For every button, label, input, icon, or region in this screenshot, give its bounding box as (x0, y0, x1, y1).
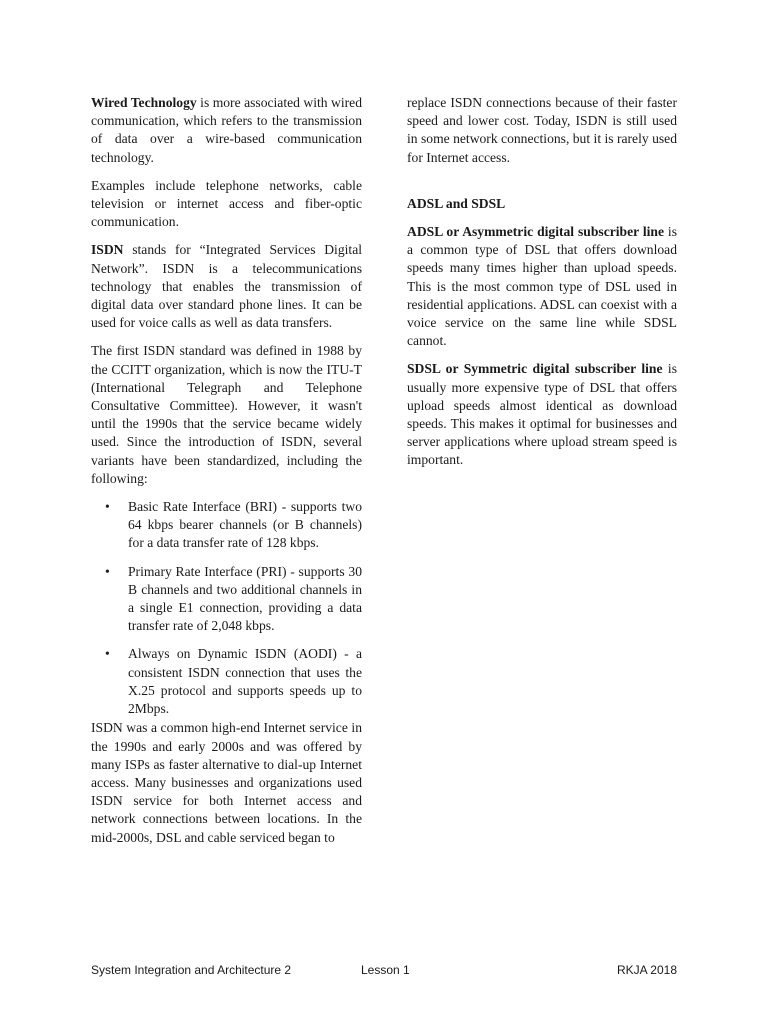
wired-technology-term: Wired Technology (91, 95, 197, 110)
wired-technology-text: is more associated with wired communication, which refers to the transmission of data over a wire-based communication technology. (91, 95, 362, 165)
list-item (91, 498, 362, 553)
footer-lesson: Lesson 1 (361, 963, 410, 977)
isdn-term: ISDN (91, 242, 124, 258)
bullet-icon: • (105, 563, 110, 579)
bullet-icon: • (105, 499, 110, 515)
examples-paragraph: Examples include telephone networks, cable television or internet access and fiber-optic communication. (91, 177, 362, 230)
adsl-text: is a common type of DSL that offers download speeds many times higher than upload speeds. This is the most common type of DSL used in residential applications. ADSL can coexist with a voice service on the same line while SDSL cannot. (407, 224, 677, 349)
left-column (91, 94, 362, 857)
isdn-paragraph (91, 241, 362, 332)
isdn-history-paragraph: The first ISDN standard was defined in 1988 by the CCITT organization, which is now the ITU-T (International Telegraph and Telephone Consultative Committee). However, it wasn't until the 1990s that the service became widely used. Since the introduction of ISDN, several variants have been standardized, including the following: (91, 343, 362, 486)
list-item-text: Always on Dynamic ISDN (AODI) - a consistent ISDN connection that uses the X.25 protocol and supports speeds up to 2Mbps. (128, 646, 362, 717)
list-item-text: Basic Rate Interface (BRI) - supports two 64 kbps bearer channels (or B channels) for a data transfer rate of 128 kbps. (128, 499, 362, 551)
list-item (91, 563, 362, 636)
isdn-usage-paragraph: ISDN was a common high-end Internet service in the 1990s and early 2000s and was offered by many ISPs as faster alternative to dial-up Internet access. Many businesses and organizations used ISDN service for both Internet access and network connections between locations. In the mid-2000s, DSL and cable serviced began to (91, 720, 362, 845)
sdsl-term: SDSL or Symmetric digital subscriber line (407, 361, 663, 377)
bullet-icon: • (105, 646, 110, 662)
isdn-variants-list (91, 498, 362, 718)
sdsl-paragraph (407, 360, 677, 469)
isdn-text: stands for “Integrated Services Digital Network”. ISDN is a telecommunications technology that enables the transmission of digital data over standard phone lines. It can be used for voice calls as well as data transfers. (91, 242, 362, 331)
adsl-paragraph (407, 223, 677, 350)
footer-course-title: System Integration and Architecture 2 (91, 963, 292, 977)
sdsl-text: is usually more expensive type of DSL that offers upload speeds almost identical as download speeds. This makes it optimal for businesses and server applications where upload stream speed is important. (407, 361, 677, 468)
footer-author-year: RKJA 2018 (616, 963, 677, 977)
adsl-term: ADSL or Asymmetric digital subscriber line (407, 224, 664, 240)
section-heading: ADSL and SDSL (407, 195, 506, 211)
list-item-text: Primary Rate Interface (PRI) - supports 30 B channels and two additional channels in a single E1 connection, providing a data transfer rate of 2,048 kbps. (128, 563, 362, 634)
page-footer (91, 963, 677, 979)
right-column (407, 94, 677, 480)
isdn-replacement-paragraph: replace ISDN connections because of their faster speed and lower cost. Today, ISDN is still used in some network connections, but it is rarely used for Internet access. (407, 95, 677, 165)
list-item (91, 645, 362, 718)
wired-technology-paragraph (91, 94, 362, 167)
